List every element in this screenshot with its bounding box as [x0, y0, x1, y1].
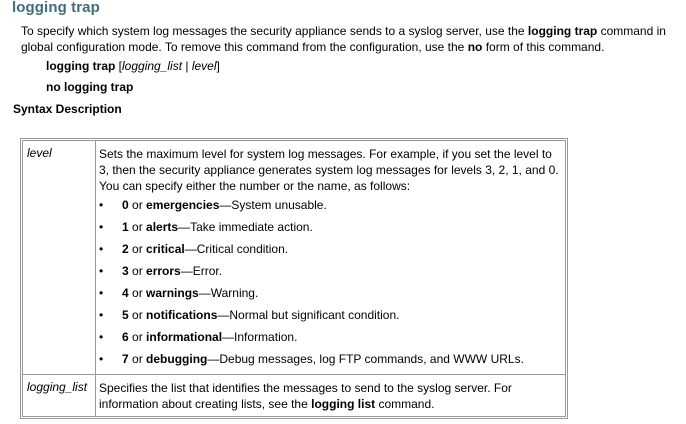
level-or: or: [128, 242, 147, 256]
syntax-description-table: [20, 138, 568, 419]
level-number: 2: [122, 242, 129, 256]
list-item: [99, 285, 524, 307]
level-number: 1: [122, 220, 129, 234]
level-number: 4: [122, 286, 129, 300]
param-name-level: level: [27, 146, 52, 160]
level-number: 3: [122, 264, 129, 278]
list-item: [99, 197, 524, 219]
syntax-separator: |: [182, 59, 192, 73]
level-name: informational: [146, 330, 223, 344]
list-item: [99, 219, 524, 241]
param-desc-level: Sets the maximum level for system log messages. For example, if you set the level to 3, then the security appliance generates system log messages for levels 3, 2, 1, and 0. You can specify either the number or the name, as follows:: [99, 147, 559, 193]
level-name: debugging: [146, 352, 208, 366]
level-name: critical: [146, 242, 185, 256]
level-name: notifications: [146, 308, 218, 322]
syntax-open-bracket: [: [115, 59, 122, 73]
level-desc: —Take immediate action.: [178, 220, 313, 234]
level-or: or: [128, 330, 147, 344]
bullet-icon: •: [99, 330, 104, 344]
level-name: errors: [146, 264, 181, 278]
param-desc-logging-list: [99, 380, 561, 412]
bullet-icon: •: [99, 286, 104, 300]
intro-command: logging trap: [527, 24, 598, 38]
logging-list-desc-1: Specifies the list that identifies the messages to send to the syslog server. For information about creating lists, see the: [99, 381, 512, 411]
bullet-icon: •: [99, 242, 104, 256]
row-divider: [23, 374, 565, 375]
level-or: or: [128, 198, 147, 212]
level-desc: —Information.: [222, 330, 298, 344]
level-number: 6: [122, 330, 129, 344]
bullet-icon: •: [99, 308, 104, 322]
bullet-icon: •: [99, 220, 104, 234]
level-number: 0: [122, 198, 129, 212]
level-desc: —System unusable.: [219, 198, 327, 212]
level-desc: —Error.: [180, 264, 223, 278]
intro-text-3: form of this command.: [482, 40, 605, 54]
intro-paragraph: [21, 23, 686, 55]
level-or: or: [128, 352, 147, 366]
logging-list-command: logging list: [311, 397, 376, 411]
level-number: 7: [122, 352, 129, 366]
syntax-close-bracket: ]: [216, 59, 220, 73]
intro-text-2: command in global configuration mode. To remove this command from the configuration, use the: [21, 24, 666, 54]
level-list: [99, 197, 524, 373]
level-or: or: [128, 220, 147, 234]
list-item: [99, 351, 524, 373]
param-name-logging-list: logging_list: [27, 380, 88, 394]
list-item: [99, 241, 524, 263]
level-name: emergencies: [146, 198, 220, 212]
level-name: warnings: [146, 286, 199, 300]
bullet-icon: •: [99, 352, 104, 366]
syntax-arg-level: level: [191, 59, 217, 73]
syntax-line: [46, 59, 220, 73]
syntax-description-heading: Syntax Description: [13, 102, 122, 116]
level-or: or: [128, 308, 147, 322]
level-name: alerts: [146, 220, 179, 234]
level-number: 5: [122, 308, 129, 322]
level-or: or: [128, 264, 147, 278]
bullet-icon: •: [99, 198, 104, 212]
list-item: [99, 263, 524, 285]
list-item: [99, 329, 524, 351]
intro-text-1: To specify which system log messages the security appliance sends to a syslog server, use the: [21, 24, 528, 38]
level-desc: —Debug messages, log FTP commands, and WWW URLs.: [207, 352, 524, 366]
syntax-command: logging trap: [46, 59, 116, 73]
intro-no-keyword: no: [467, 40, 483, 54]
syntax-arg-logging-list: logging_list: [122, 59, 183, 73]
level-desc: —Critical condition.: [184, 242, 289, 256]
list-item: [99, 307, 524, 329]
level-or: or: [128, 286, 147, 300]
logging-list-desc-2: command.: [375, 397, 435, 411]
level-desc: —Normal but significant condition.: [217, 308, 400, 322]
page-title: logging trap: [12, 0, 100, 16]
table-body: [22, 140, 566, 417]
bullet-icon: •: [99, 264, 104, 278]
level-desc: —Warning.: [198, 286, 259, 300]
syntax-no-form: no logging trap: [46, 80, 134, 94]
